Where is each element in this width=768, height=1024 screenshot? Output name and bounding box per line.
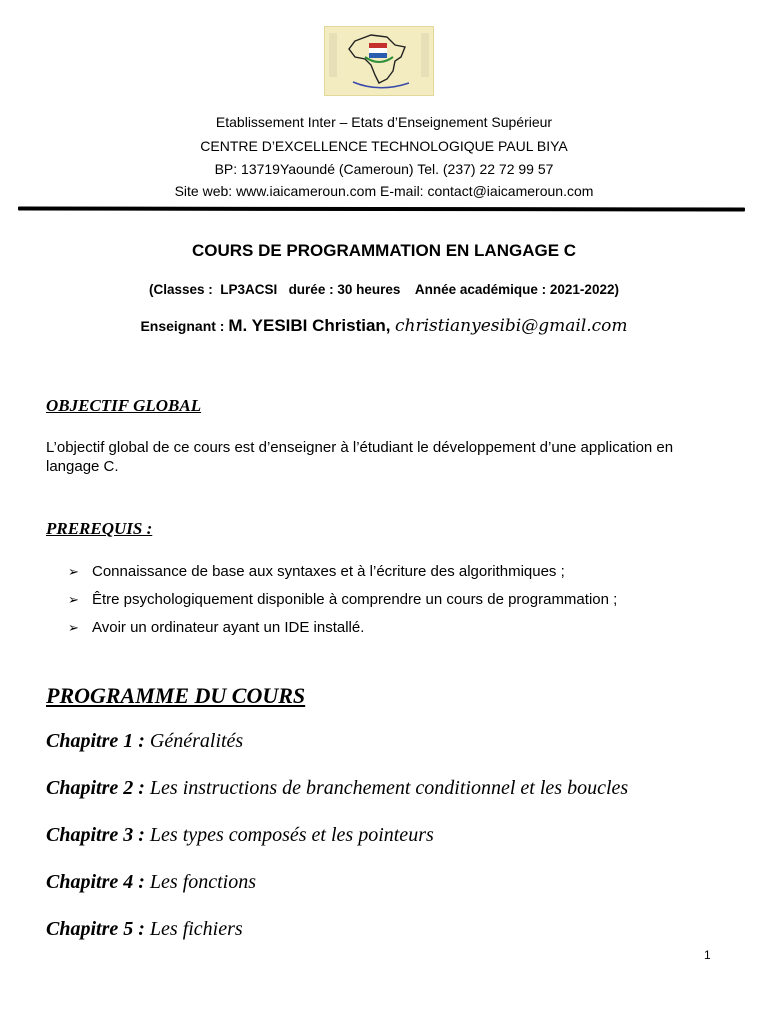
chapter-title: Les types composés et les pointeurs bbox=[149, 824, 434, 846]
arrowhead-bullet-icon: ➢ bbox=[68, 564, 79, 579]
course-meta: (Classes : LP3ACSI durée : 30 heures Année académique : 2021-2022) bbox=[149, 282, 619, 297]
chapter-title: Les instructions de branchement conditionnel et les boucles bbox=[149, 777, 629, 799]
chapter-label: Chapitre 2 : bbox=[46, 777, 145, 799]
chapter-label: Chapitre 4 : bbox=[46, 871, 145, 893]
arrowhead-bullet-icon: ➢ bbox=[68, 620, 79, 635]
page-number: 1 bbox=[704, 948, 711, 962]
chapter-title: Les fichiers bbox=[149, 918, 243, 940]
chapter-2 bbox=[46, 777, 628, 800]
list-item bbox=[68, 619, 617, 647]
header-institution-type: Etablissement Inter – Etats d’Enseignement Supérieur bbox=[215, 114, 553, 130]
objective-text: L’objectif global de ce cours est d’enseigner à l’étudiant le développement d’une application en langage C. bbox=[46, 439, 674, 475]
list-item bbox=[68, 591, 617, 619]
prerequisite-text: Connaissance de base aux syntaxes et à l’écriture des algorithmiques ; bbox=[92, 563, 565, 580]
africa-map-icon bbox=[325, 27, 433, 95]
chapter-title: Généralités bbox=[149, 730, 244, 752]
teacher-line bbox=[0, 316, 768, 336]
chapter-label: Chapitre 3 : bbox=[46, 824, 145, 846]
chapter-4 bbox=[46, 871, 256, 894]
chapter-label: Chapitre 1 : bbox=[46, 730, 145, 752]
prerequisites-heading: PREREQUIS : bbox=[46, 519, 153, 538]
chapter-title: Les fonctions bbox=[149, 871, 257, 893]
prerequisite-text: Avoir un ordinateur ayant un IDE installé. bbox=[92, 619, 365, 636]
header-center-name: CENTRE D’EXCELLENCE TECHNOLOGIQUE PAUL BIYA bbox=[200, 138, 568, 154]
chapter-5 bbox=[46, 918, 243, 941]
list-item bbox=[68, 563, 617, 591]
prerequisite-text: Être psychologiquement disponible à comprendre un cours de programmation ; bbox=[92, 591, 618, 608]
chapter-3 bbox=[46, 824, 434, 847]
chapter-label: Chapitre 5 : bbox=[46, 918, 145, 940]
course-title: COURS DE PROGRAMMATION EN LANGAGE C bbox=[191, 241, 577, 260]
program-heading: PROGRAMME DU COURS bbox=[46, 683, 306, 708]
objective-heading: OBJECTIF GLOBAL bbox=[46, 396, 202, 415]
teacher-name: M. YESIBI Christian, bbox=[228, 316, 391, 335]
header-contact: Site web: www.iaicameroun.com E-mail: contact@iaicameroun.com bbox=[174, 183, 594, 199]
teacher-email: christianyesibi@gmail.com bbox=[394, 316, 628, 336]
arrowhead-bullet-icon: ➢ bbox=[68, 592, 79, 607]
institution-logo bbox=[324, 26, 434, 96]
prerequisites-list bbox=[68, 563, 617, 647]
header-address: BP: 13719Yaoundé (Cameroun) Tel. (237) 22 72 99 57 bbox=[214, 161, 554, 177]
chapter-1 bbox=[46, 730, 243, 753]
header-divider bbox=[18, 206, 745, 211]
teacher-label: Enseignant : bbox=[140, 318, 229, 334]
